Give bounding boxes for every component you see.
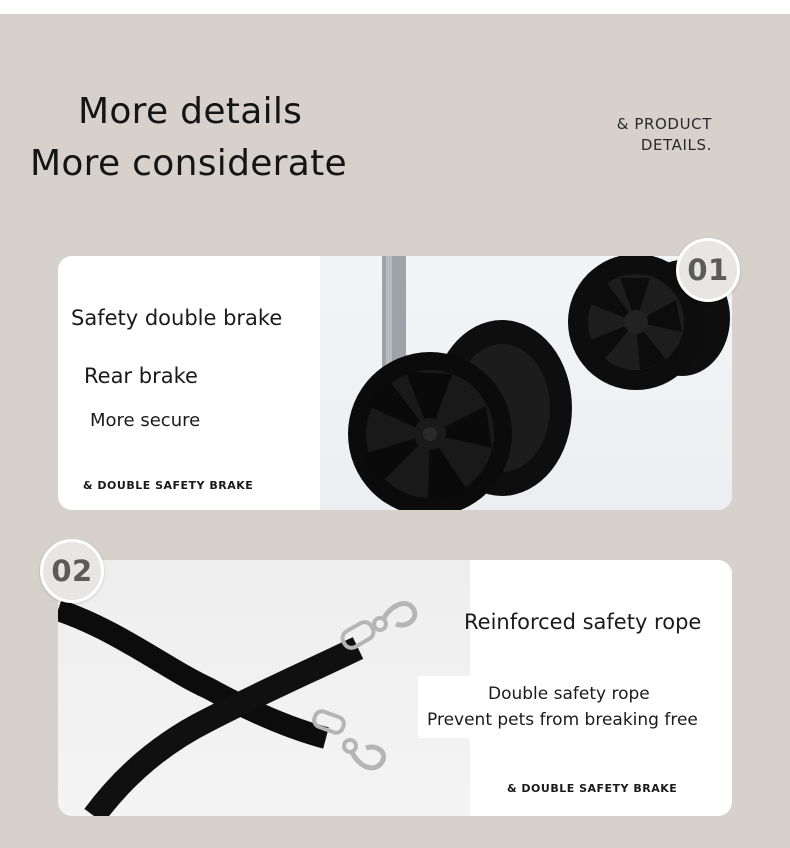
stroller-wheels-illustration — [320, 256, 732, 510]
headline-line-2: More considerate — [30, 143, 348, 184]
product-details-line-2: DETAILS. — [640, 136, 712, 154]
rope-caption-line-1: Double safety rope — [488, 684, 650, 704]
rope-heading: Reinforced safety rope — [464, 610, 702, 634]
rope-tag: & DOUBLE SAFETY BRAKE — [507, 782, 678, 795]
rope-photo — [58, 560, 470, 816]
page-headline — [30, 86, 347, 190]
brake-tag: & DOUBLE SAFETY BRAKE — [83, 479, 254, 492]
headline-line-1: More details — [78, 91, 303, 132]
wheel-photo — [320, 256, 732, 510]
brake-heading: Safety double brake — [71, 306, 283, 330]
brake-note: More secure — [90, 410, 201, 431]
rope-feature-card — [58, 560, 732, 816]
product-details-line-1: & PRODUCT — [616, 115, 712, 133]
rope-caption-line-2: Prevent pets from breaking free — [427, 710, 698, 730]
safety-rope-illustration — [58, 560, 470, 816]
brake-subheading: Rear brake — [84, 364, 198, 388]
section-number-badge-1: 01 — [676, 238, 740, 302]
brake-feature-card — [58, 256, 732, 510]
product-details-label — [598, 114, 712, 156]
top-strip — [0, 0, 790, 14]
section-number-badge-2: 02 — [40, 539, 104, 603]
